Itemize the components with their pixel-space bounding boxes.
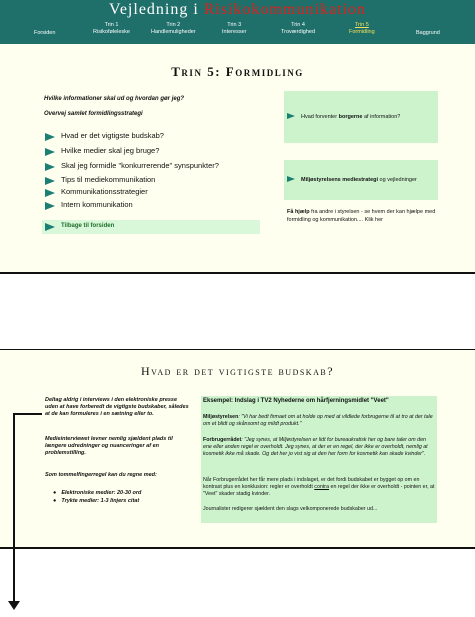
site-title-main: Vejledning i [109,1,199,18]
link-mediestrategi[interactable]: Miljøstyrelsens mediestrategi og vejledninger [301,177,417,183]
divider [0,547,475,549]
quote-forbrugerradet: Forbrugerrådet: "Jeg synes, at Miljøstyrelsen er lidt for bureaukratisk her og bare taler om den ene eller anden regel er overholdt. Jeg synes, at der er en regel, der ikke er overholdt, nemlig at kosmetik ikke må skade. Og det her jo vist sig at den her form for kosmetik kan skade kvinder". [203,437,428,457]
page-title: Trin 5: Formidling [171,64,304,79]
menu-link-strategier[interactable]: Kommunikationsstrategier [61,187,148,196]
nav-forsiden[interactable]: Forsiden [34,30,56,36]
section-title: Hvad er det vigtigste budskab? [140,364,335,378]
word-count-list [53,489,141,505]
arrow-down-icon [8,601,20,610]
triangle-arrow-icon [287,113,295,119]
nav-trin-5[interactable]: Trin 5 Formidling [349,22,375,35]
nav-trin-2[interactable]: Trin 2 Handlemuligheder [151,22,196,35]
nav-trin-4[interactable]: Trin 4 Troværdighed [281,22,316,35]
menu-link-intern[interactable]: Intern kommunikation [61,200,133,209]
advice-paragraph: Deltag aldrig i interviews i den elektroniske presse uden at have forberedt de vigtigste budskaber, således at de kan formuleres i en sætning eller to. [45,397,189,417]
connector-line [13,413,42,415]
triangle-arrow-icon [45,133,55,141]
help-text[interactable]: Få hjælp fra andre i styrelsen - se hvem der kan hjælpe med formidling og kommunikation.... Klik her [287,209,436,223]
menu-link-synspunkter[interactable]: Skal jeg formidle "konkurrerende" synspunkter? [61,161,219,170]
list-item: ● Elektroniske medier: 20-30 ord [53,489,141,497]
nav-baggrund[interactable]: Baggrund [416,30,440,36]
question-text: Hvilke informationer skal ud og hvordan gør jeg? [44,96,185,102]
menu-link-budskab[interactable]: Hvad er det vigtigste budskab? [61,131,164,140]
menu-link-medier[interactable]: Hvilke medier skal jeg bruge? [61,146,160,155]
list-item: ● Trykte medier: 1-3 linjers citat [53,497,141,505]
advice-paragraph: Medieinterviewet levner nemlig sjældent plads til længere udredninger og nuanceringer af en problemstilling. [45,436,173,456]
triangle-arrow-icon [45,223,55,231]
rule-of-thumb: Som tommelfingerregel kan du regne med: [45,472,157,478]
connector-line [13,413,15,603]
example-conclusion: Journalister redigerer sjældent den slags velkomponerede budskaber ud... [203,506,378,512]
strategy-text: Overvej samlet formidlingsstrategi [44,111,143,117]
back-to-frontpage-link[interactable]: Tilbage til forsiden [61,223,115,229]
triangle-arrow-icon [45,163,55,171]
triangle-arrow-icon [45,189,55,197]
site-title-highlight: Risikokommunikation [203,1,366,18]
triangle-arrow-icon [45,177,55,185]
triangle-arrow-icon [287,176,295,182]
link-borgerne[interactable]: Hvad forventer borgerne af information? [301,114,401,120]
triangle-arrow-icon [45,202,55,210]
quote-miljostyrelsen: Miljøstyrelsen: "Vi har bedt firmaet om at holde op med at vildlede forbrugerne til at tro at der tale om et blidt og skånsomt og mildt produkt." [203,414,433,427]
nav-trin-3[interactable]: Trin 3 Interesser [222,22,247,35]
nav-trin-1[interactable]: Trin 1 Risikoføleleske [93,22,130,35]
top-navigation [0,22,475,42]
divider [0,272,475,274]
menu-link-tips[interactable]: Tips til mediekommunikation [61,175,156,184]
triangle-arrow-icon [45,148,55,156]
site-title [0,1,475,19]
example-analysis: Når Forbrugerrådet her får mere plads i indslaget, er det fordi budskabet er bygget op om en kontrast plus en konklusion: regler er overholdt contra en regel der ikke er overholdt - pointen er, at "Veet" skader stadig kvinder. [203,477,435,497]
example-title: Eksempel: Indslag i TV2 Nyhederne om hårfjerningsmidlet "Veet" [203,398,389,404]
